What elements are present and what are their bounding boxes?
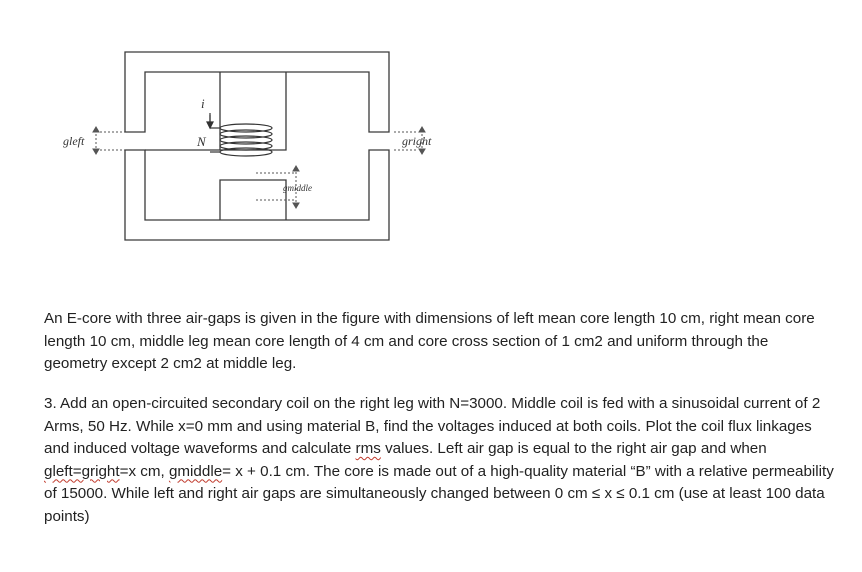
- left-gap-label: gleft: [63, 134, 85, 148]
- gmiddle-term: gmiddle: [168, 462, 223, 480]
- middle-gap-label: gmiddle: [283, 183, 312, 193]
- question-text-2: values. Left air gap is equal to the right air gap and when: [380, 440, 767, 457]
- question-text-1: 3. Add an open-circuited secondary coil on the right leg with N=3000. Middle coil is fed with a sinusoidal current of 2 Arms, 50 Hz. While x=0 mm and using material B, find the voltages induced at both coils. Plot the coil flux linkages and induced voltage waveforms and calculate: [44, 395, 821, 457]
- question-text-4: = x + 0.1 cm. The core is made out of a high-quality material “B” with a relative permeability of 15000. While left and right air gaps are simultaneously changed between 0 cm ≤ x ≤ 0.1 cm (use at least 100 data points): [44, 462, 834, 525]
- right-gap-label: gright: [402, 134, 432, 148]
- gleft-gright-term: gleft=gright: [44, 462, 120, 480]
- rms-word: rms: [355, 440, 381, 457]
- question-paragraph: [44, 393, 834, 528]
- core-lower-part: [125, 150, 389, 240]
- left-gap-marker: [93, 127, 125, 154]
- current-arrow: [207, 113, 213, 128]
- core-upper-part: [125, 52, 389, 132]
- turns-label: N: [197, 134, 206, 149]
- current-label: i: [201, 96, 205, 111]
- question-text-3: =x cm,: [119, 462, 169, 480]
- intro-paragraph: An E-core with three air-gaps is given in the figure with dimensions of left mean core length 10 cm, right mean core length 10 cm, middle leg mean core length of 4 cm and core cross section of 1 cm2 and uniform through the geometry except 2 cm2 at middle leg.: [44, 310, 815, 372]
